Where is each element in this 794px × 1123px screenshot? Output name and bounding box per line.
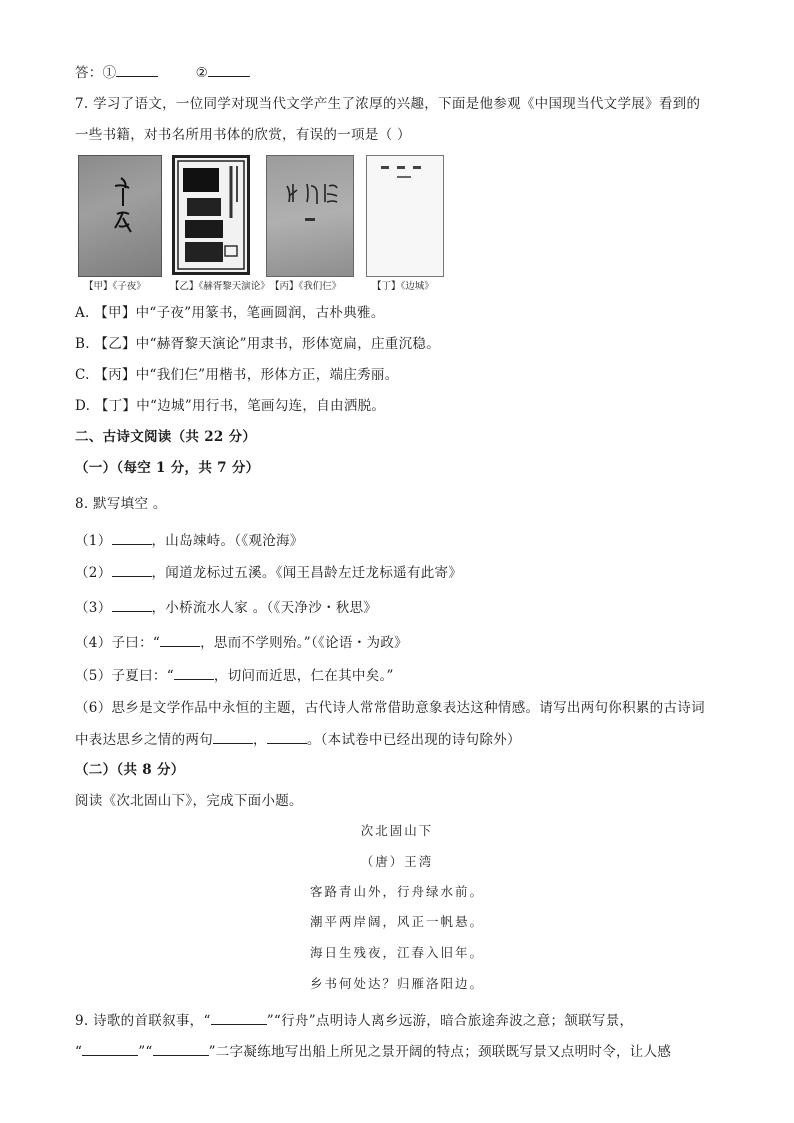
caption-jia: 【甲】《子夜》 bbox=[84, 281, 146, 292]
q7-option-c: C. 【丙】中“我们仨”用楷书，形体方正，端庄秀丽。 bbox=[75, 367, 399, 383]
q8-item-3: （3） ，小桥流水人家 。（《天净沙・秋思》 bbox=[75, 597, 377, 618]
poem-line-2: 潮平两岸阔，风正一帆悬。 bbox=[309, 914, 484, 929]
q8-item-1: （1） ，山岛竦峙。（《观沧海》 bbox=[75, 530, 304, 551]
subsection-1-title: （一）（每空 1 分，共 7 分） bbox=[75, 460, 260, 476]
ziye-title-art bbox=[79, 156, 161, 276]
book-cover-yi bbox=[172, 155, 250, 275]
q8-6-blank-2[interactable] bbox=[267, 729, 307, 744]
q8-blank-5[interactable] bbox=[174, 665, 214, 680]
caption-ding: 【丁】《边城》 bbox=[372, 281, 434, 292]
tianyanlun-title-art bbox=[175, 158, 247, 272]
womensa-title-art bbox=[267, 156, 353, 276]
q7-line-1: 7. 学习了语文，一位同学对现当代文学产生了浓厚的兴趣，下面是他参观《中国现当代文学展》看到的 bbox=[75, 96, 701, 112]
answer-second: ② bbox=[195, 65, 208, 81]
biancheng-title-art bbox=[367, 156, 443, 276]
q8-item-6-line-2: 中表达思乡之情的两句 ， 。（本试卷中已经出现的诗句除外） bbox=[75, 729, 521, 750]
q7-option-b: B. 【乙】中“赫胥黎天演论”用隶书，形体宽扁，庄重沉稳。 bbox=[75, 336, 441, 352]
q9-line-1: 9. 诗歌的首联叙事，“ ”“行舟”点明诗人离乡远游，暗合旅途奔波之意；颔联写景， bbox=[75, 1010, 633, 1031]
q8-blank-3[interactable] bbox=[112, 597, 152, 612]
poem-author: （唐）王湾 bbox=[360, 854, 434, 869]
poem-title: 次北固山下 bbox=[360, 823, 434, 838]
subsection-2-title: （二）（共 8 分） bbox=[75, 762, 185, 778]
answer-line bbox=[75, 62, 250, 83]
caption-bing: 【丙】《我们仨》 bbox=[270, 281, 342, 292]
book-cover-jia bbox=[78, 155, 162, 277]
q9-blank-2[interactable] bbox=[82, 1041, 138, 1056]
answer-prefix: 答：① bbox=[75, 65, 117, 81]
q8-item-2: （2） ，闻道龙标过五溪。《闻王昌龄左迁龙标遥有此寄》 bbox=[75, 562, 462, 583]
q8-item-5: （5）子夏曰：“ ，切问而近思，仁在其中矣。” bbox=[75, 665, 394, 686]
q8-blank-1[interactable] bbox=[112, 530, 152, 545]
q7-option-a: A. 【甲】中“子夜”用篆书，笔画圆润，古朴典雅。 bbox=[75, 305, 385, 321]
poem-line-1: 客路青山外，行舟绿水前。 bbox=[309, 884, 484, 899]
section-2-title: 二、古诗文阅读（共 22 分） bbox=[75, 429, 257, 445]
caption-yi: 【乙】《赫胥黎天演论》 bbox=[170, 281, 270, 292]
book-cover-bing bbox=[266, 155, 354, 277]
q8-item-6-line-1: （6）思乡是文学作品中永恒的主题，古代诗人常常借助意象表达这种情感。请写出两句你积累的古诗词 bbox=[75, 700, 705, 716]
answer-blank-1[interactable] bbox=[116, 62, 158, 77]
q8-title: 8. 默写填空 。 bbox=[75, 496, 167, 512]
q8-item-4: （4）子曰：“ ，思而不学则殆。”（《论语・为政》 bbox=[75, 632, 408, 653]
book-cover-ding bbox=[366, 155, 444, 277]
q8-6-blank-1[interactable] bbox=[213, 729, 253, 744]
poem-line-4: 乡书何处达？归雁洛阳边。 bbox=[309, 976, 484, 991]
q7-line-2: 一些书籍，对书名所用书体的欣赏，有误的一项是（ ） bbox=[75, 127, 411, 143]
answer-blank-2[interactable] bbox=[208, 62, 250, 77]
reading-intro: 阅读《次北固山下》，完成下面小题。 bbox=[75, 793, 303, 809]
q8-blank-4[interactable] bbox=[160, 632, 200, 647]
q8-blank-2[interactable] bbox=[112, 562, 152, 577]
q9-blank-1[interactable] bbox=[211, 1010, 267, 1025]
poem-line-3: 海日生残夜，江春入旧年。 bbox=[309, 945, 484, 960]
q7-option-d: D. 【丁】中“边城”用行书，笔画勾连，自由洒脱。 bbox=[75, 398, 386, 414]
q9-blank-3[interactable] bbox=[153, 1041, 209, 1056]
q9-line-2: “ ”“ ”二字凝练地写出船上所见之景开阔的特点；颈联既写景又点明时令，让人感 bbox=[75, 1041, 671, 1062]
